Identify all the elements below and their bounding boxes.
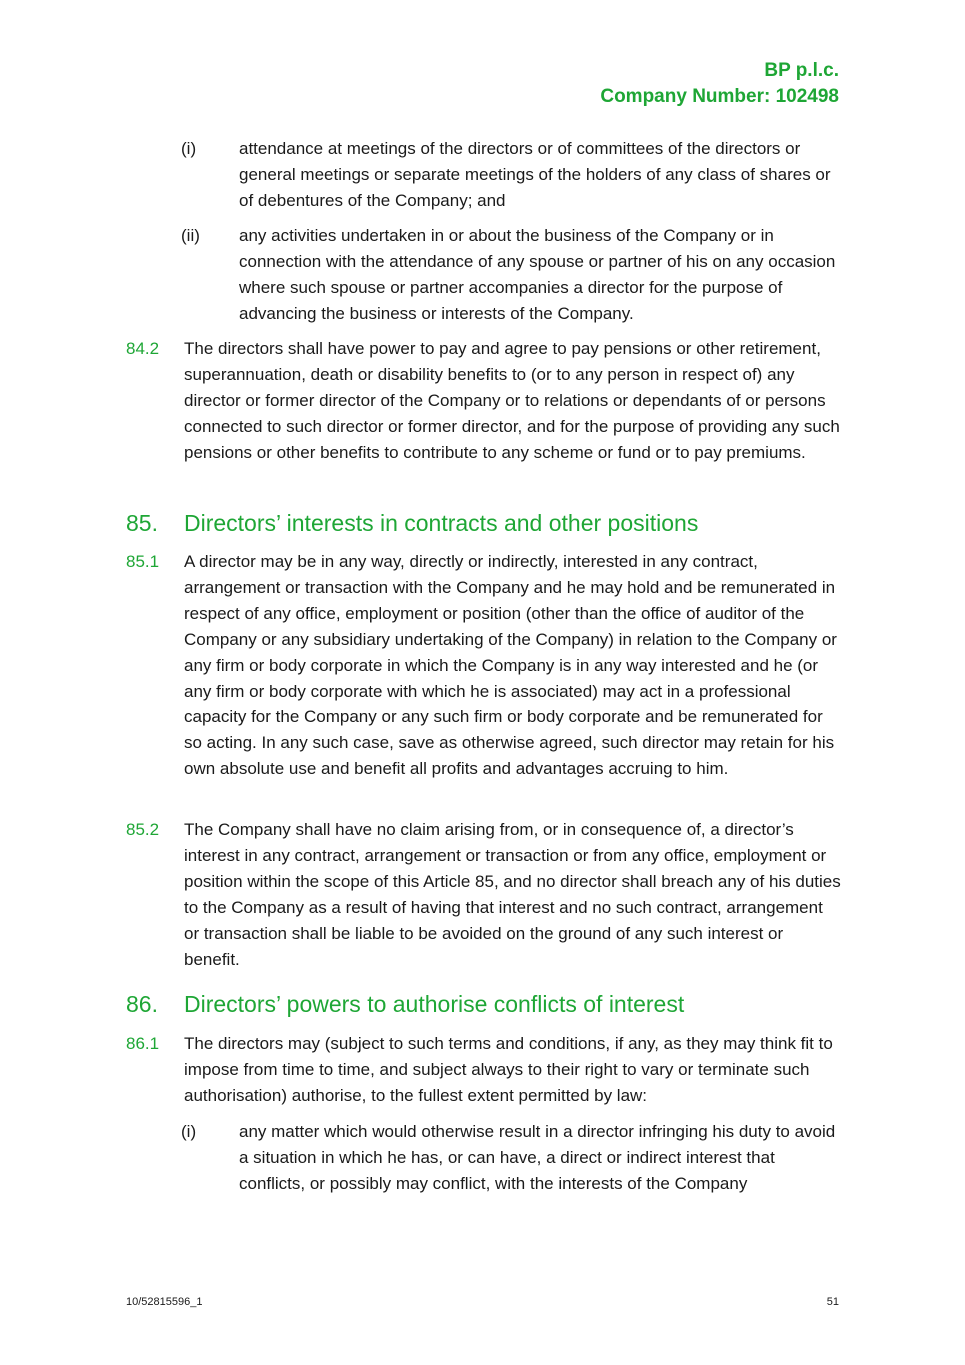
section-number: 85. xyxy=(126,510,158,536)
page-number: 51 xyxy=(826,1296,839,1308)
list-item-text: any matter which would otherwise result in a director infringing his duty to avoid a situation in which he has, or can have, a direct or indirect interest that conflicts, or possibly may conflict, with the interests of the Company xyxy=(239,1122,836,1193)
clause-number: 84.2 xyxy=(126,339,160,358)
clause-text: A director may be in any way, directly or indirectly, interested in any contract, arrangement or transaction with the Company and he may hold and be remunerated in respect of any office, employment or position (other than the office of auditor of the Company or any subsidiary undertaking of the Company) in relation to the Company or any firm or body corporate in which the Company is in any way interested and he (or any firm or body corporate with which he is associated) may act in a professional capacity for the Company or any such firm or body corporate and be remunerated for so acting. In any such case, save as otherwise agreed, such director may retain for his own absolute use and benefit all profits and advantages accruing to him. xyxy=(184,552,837,779)
list-marker: (i) xyxy=(181,1122,197,1141)
section-title: Directors’ powers to authorise conflicts of interest xyxy=(184,991,685,1017)
clause-text: The directors shall have power to pay and agree to pay pensions or other retirement, superannuation, death or disability benefits to (or to any person in respect of) any director or former director of the Company or to relations or dependants of or persons connected to such director or former director, and for the purpose of providing any such pensions or other benefits to contribute to any scheme or fund or to pay premiums. xyxy=(184,339,840,462)
section-number: 86. xyxy=(126,991,158,1017)
clause-number: 86.1 xyxy=(126,1034,160,1053)
list-item xyxy=(181,1119,841,1197)
list-marker: (ii) xyxy=(181,226,200,245)
section-heading-86 xyxy=(126,989,841,1019)
clause-85-2 xyxy=(126,817,841,972)
list-item xyxy=(181,223,841,327)
clause-86-1 xyxy=(126,1031,841,1109)
clause-text: The directors may (subject to such terms and conditions, if any, as they may think fit to impose from time to time, and subject always to their right to vary or terminate such authorisation) authorise, to the fullest extent permitted by law: xyxy=(184,1034,833,1105)
list-item xyxy=(181,136,841,214)
list-item-text: attendance at meetings of the directors or of committees of the directors or general meetings or separate meetings of the holders of any class of shares or of debentures of the Company; and xyxy=(239,139,831,210)
clause-number: 85.1 xyxy=(126,552,160,571)
section-heading-85 xyxy=(126,508,841,538)
section-title: Directors’ interests in contracts and other positions xyxy=(184,510,699,536)
document-reference: 10/52815596_1 xyxy=(126,1296,203,1308)
clause-text: The Company shall have no claim arising from, or in consequence of, a director’s interest in any contract, arrangement or transaction or from any office, employment or position within the scope of this Article 85, and no director shall breach any of his duties to the Company as a result of having that interest and no such contract, arrangement or transaction shall be liable to be avoided on the ground of any such interest or benefit. xyxy=(184,820,841,969)
document-header xyxy=(600,58,839,110)
list-item-text: any activities undertaken in or about the business of the Company or in connection with the attendance of any spouse or partner of his on any occasion where such spouse or partner accompanies a director for the purpose of advancing the business or interests of the Company. xyxy=(239,226,836,323)
company-name: BP p.l.c. xyxy=(764,60,839,81)
clause-85-1 xyxy=(126,549,841,782)
list-marker: (i) xyxy=(181,139,197,158)
company-number: Company Number: 102498 xyxy=(600,86,839,107)
clause-84-2 xyxy=(126,336,841,466)
clause-number: 85.2 xyxy=(126,820,160,839)
